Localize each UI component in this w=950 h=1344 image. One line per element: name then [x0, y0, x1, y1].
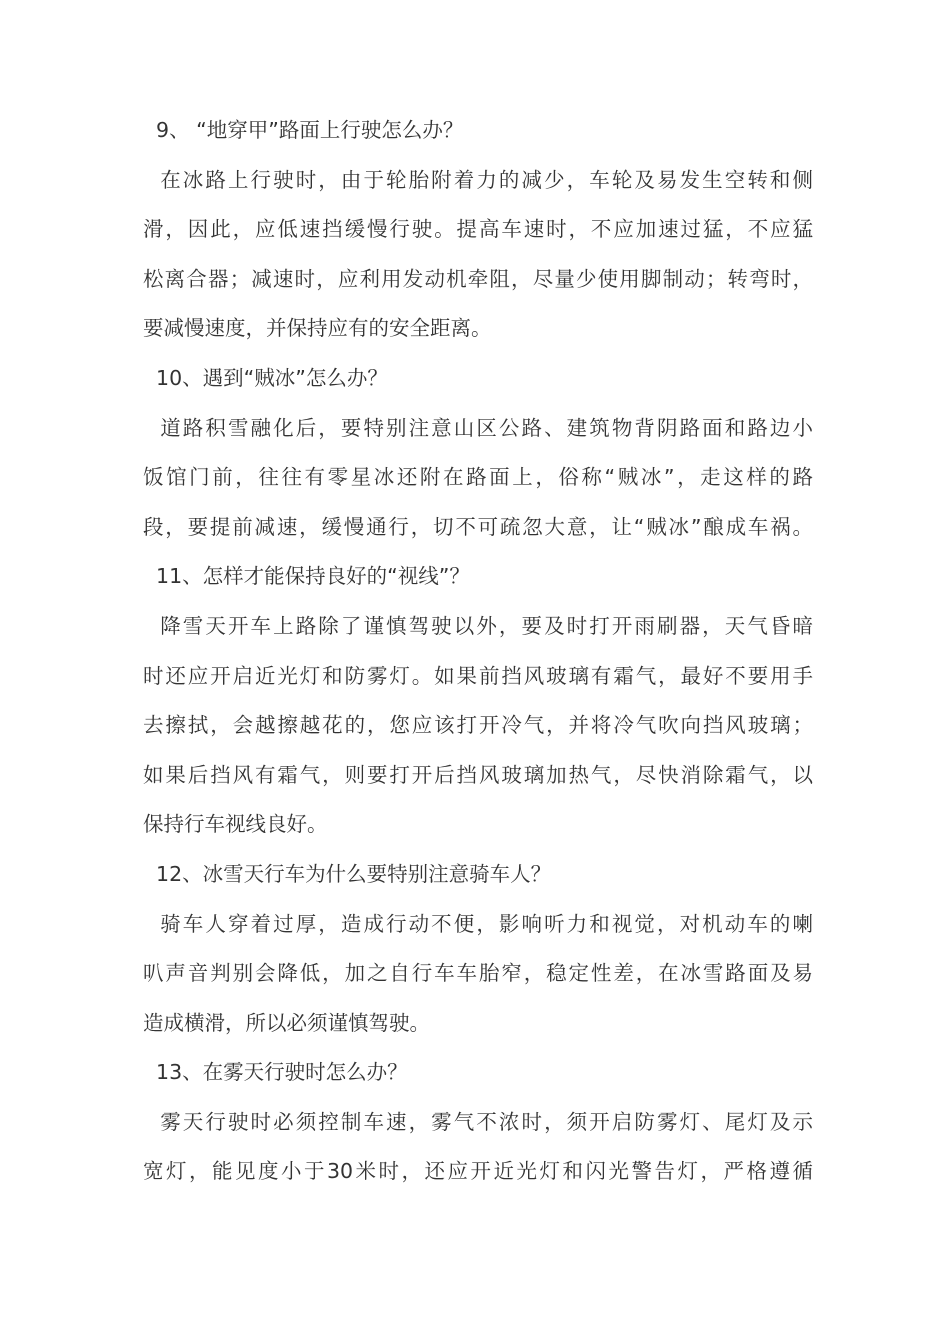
answer-line: 宽灯，能见度小于30米时，还应开近光灯和闪光警告灯，严格遵循: [143, 1159, 813, 1184]
answer-line: 要减慢速度，并保持应有的安全距离。: [143, 316, 492, 341]
answer-line: 滑，因此，应低速挡缓慢行驶。提高车速时，不应加速过猛，不应猛: [143, 217, 813, 242]
answer-line: 在冰路上行驶时，由于轮胎附着力的减少，车轮及易发生空转和侧: [143, 167, 813, 192]
answer-line: 保持行车视线良好。: [143, 812, 328, 837]
answer-line: 如果后挡风有霜气，则要打开后挡风玻璃加热气，尽快消除霜气，以: [143, 762, 813, 787]
question-heading-12: 12、冰雪天行车为什么要特别注意骑车人？: [143, 861, 552, 886]
answer-line: 松离合器；减速时，应利用发动机牵阻，尽量少使用脚制动；转弯时，: [143, 266, 813, 291]
answer-line: 雾天行驶时必须控制车速，雾气不浓时，须开启防雾灯、尾灯及示: [143, 1109, 813, 1134]
question-heading-11: 11、怎样才能保持良好的“视线”？: [143, 564, 470, 589]
answer-line: 降雪天开车上路除了谨慎驾驶以外，要及时打开雨刷器，天气昏暗: [143, 613, 813, 638]
answer-line: 骑车人穿着过厚，造成行动不便，影响听力和视觉，对机动车的喇: [143, 911, 813, 936]
answer-line: 造成横滑，所以必须谨慎驾驶。: [143, 1010, 430, 1035]
question-heading-10: 10、遇到“贼冰”怎么办？: [143, 365, 388, 390]
answer-line: 去擦拭，会越擦越花的，您应该打开冷气，并将冷气吹向挡风玻璃；: [143, 713, 813, 738]
answer-line: 饭馆门前，往往有零星冰还附在路面上，俗称“贼冰”，走这样的路: [143, 465, 813, 490]
question-heading-9: 9、 “地穿甲”路面上行驶怎么办？: [143, 118, 464, 142]
answer-line: 时还应开启近光灯和防雾灯。如果前挡风玻璃有霜气，最好不要用手: [143, 663, 813, 688]
answer-line: 叭声音判别会降低，加之自行车车胎窄，稳定性差，在冰雪路面及易: [143, 961, 813, 986]
document-page: [143, 106, 813, 1197]
answer-line: 道路积雪融化后，要特别注意山区公路、建筑物背阴路面和路边小: [143, 415, 813, 440]
answer-line: 段，要提前减速，缓慢通行，切不可疏忽大意，让“贼冰”酿成车祸。: [143, 514, 813, 539]
question-heading-13: 13、在雾天行驶时怎么办？: [143, 1060, 408, 1085]
